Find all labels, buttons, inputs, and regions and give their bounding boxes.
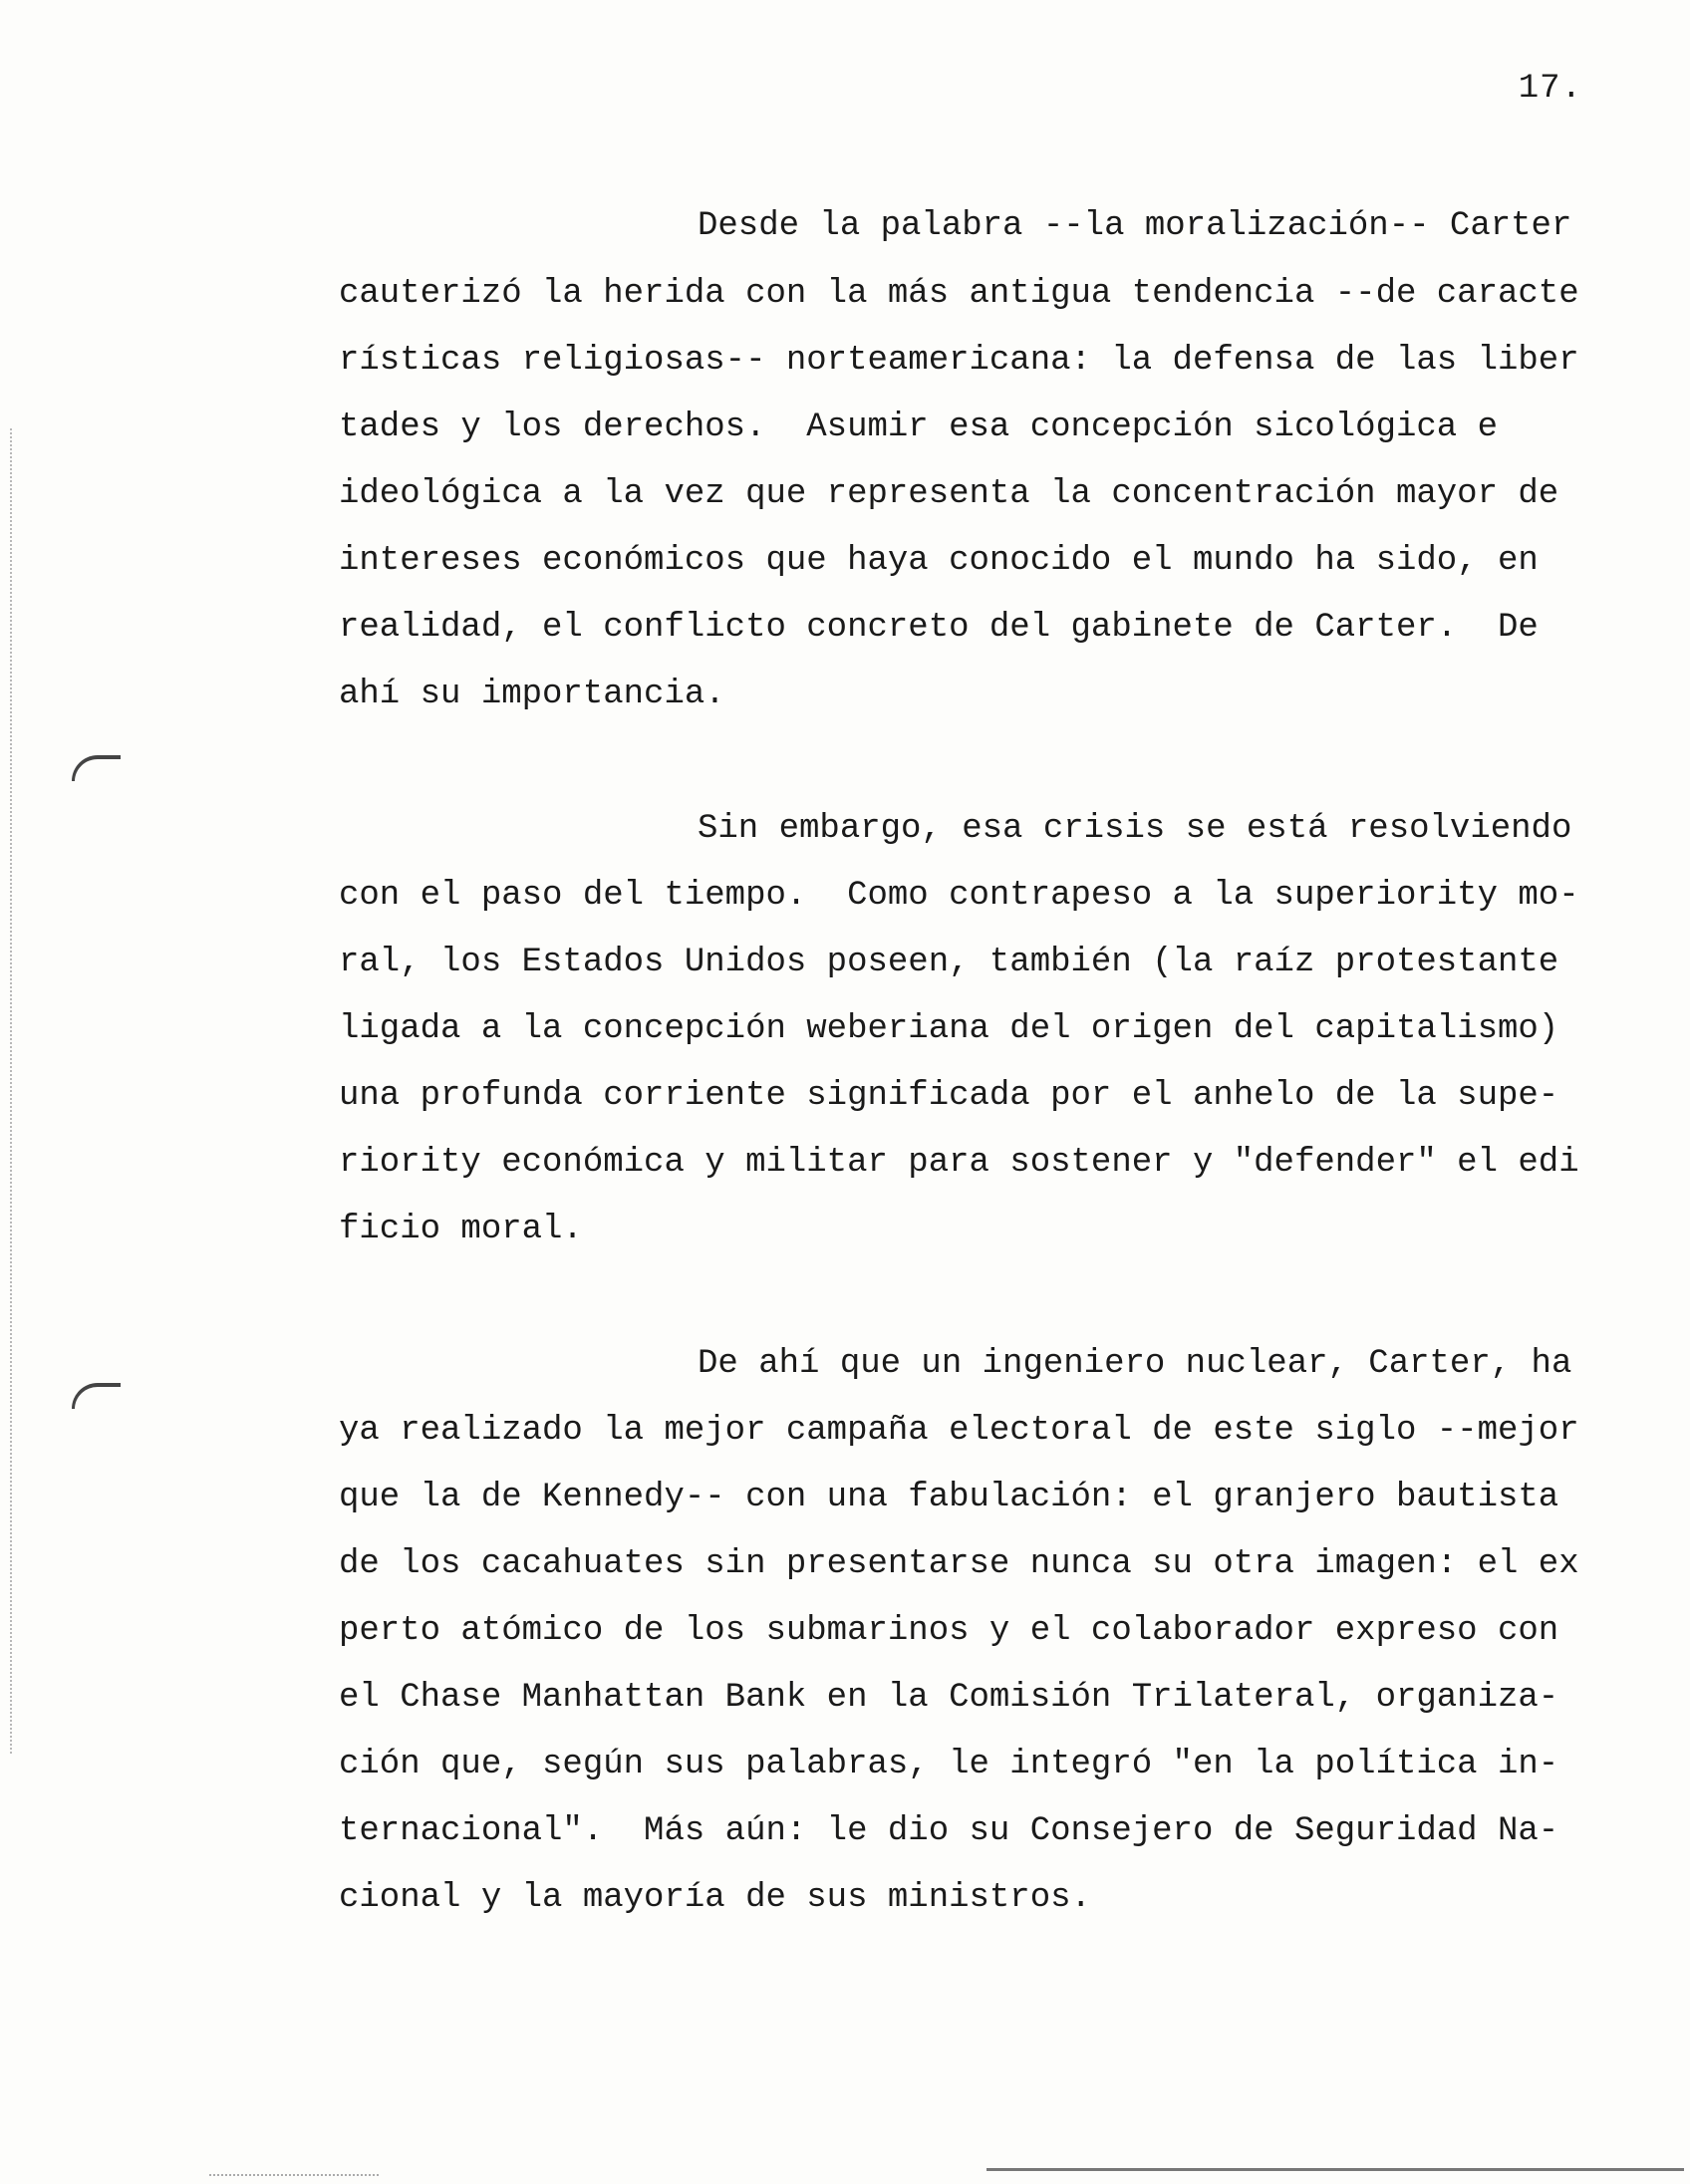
text-line: realidad, el conflicto concreto del gabinete de Carter. De <box>339 609 1539 647</box>
text-line: de los cacahuates sin presentarse nunca su otra imagen: el ex <box>339 1545 1579 1583</box>
text-line: ral, los Estados Unidos poseen, también (la raíz protestante <box>339 944 1559 981</box>
text-line: Sin embargo, esa crisis se está resolviendo <box>698 810 1572 848</box>
text-line: con el paso del tiempo. Como contrapeso a la superiority mo- <box>339 877 1579 915</box>
bottom-edge-rule <box>986 2168 1684 2171</box>
text-line: tades y los derechos. Asumir esa concepción sicológica e <box>339 409 1498 446</box>
page-number: 17. <box>1518 70 1582 108</box>
text-line: Desde la palabra --la moralización-- Carter <box>698 207 1572 245</box>
text-line: cauterizó la herida con la más antigua tendencia --de caracte <box>339 275 1579 313</box>
text-line: ficio moral. <box>339 1211 583 1248</box>
punch-hole-mark-upper <box>72 755 121 781</box>
text-line: ción que, según sus palabras, le integró "en la política in- <box>339 1746 1559 1783</box>
text-line: una profunda corriente significada por el anhelo de la supe- <box>339 1077 1559 1115</box>
text-line: ideológica a la vez que representa la concentración mayor de <box>339 475 1559 513</box>
text-line: rísticas religiosas-- norteamericana: la defensa de las liber <box>339 342 1579 380</box>
text-line: riority económica y militar para sostener y "defender" el edi <box>339 1144 1579 1182</box>
bottom-edge-mark <box>209 2174 379 2176</box>
text-line: que la de Kennedy-- con una fabulación: el granjero bautista <box>339 1479 1559 1516</box>
text-line: ahí su importancia. <box>339 676 725 713</box>
text-line: ligada a la concepción weberiana del origen del capitalismo) <box>339 1010 1559 1048</box>
margin-dotted-rule <box>10 428 12 1754</box>
punch-hole-mark-lower <box>72 1383 121 1409</box>
text-line: ya realizado la mejor campaña electoral de este siglo --mejor <box>339 1412 1579 1450</box>
text-line: intereses económicos que haya conocido el mundo ha sido, en <box>339 542 1539 580</box>
text-line: el Chase Manhattan Bank en la Comisión Trilateral, organiza- <box>339 1679 1559 1717</box>
text-line: perto atómico de los submarinos y el colaborador expreso con <box>339 1612 1559 1650</box>
text-line: ternacional". Más aún: le dio su Consejero de Seguridad Na- <box>339 1812 1559 1850</box>
text-line: cional y la mayoría de sus ministros. <box>339 1879 1091 1917</box>
text-line: De ahí que un ingeniero nuclear, Carter, ha <box>698 1345 1572 1383</box>
